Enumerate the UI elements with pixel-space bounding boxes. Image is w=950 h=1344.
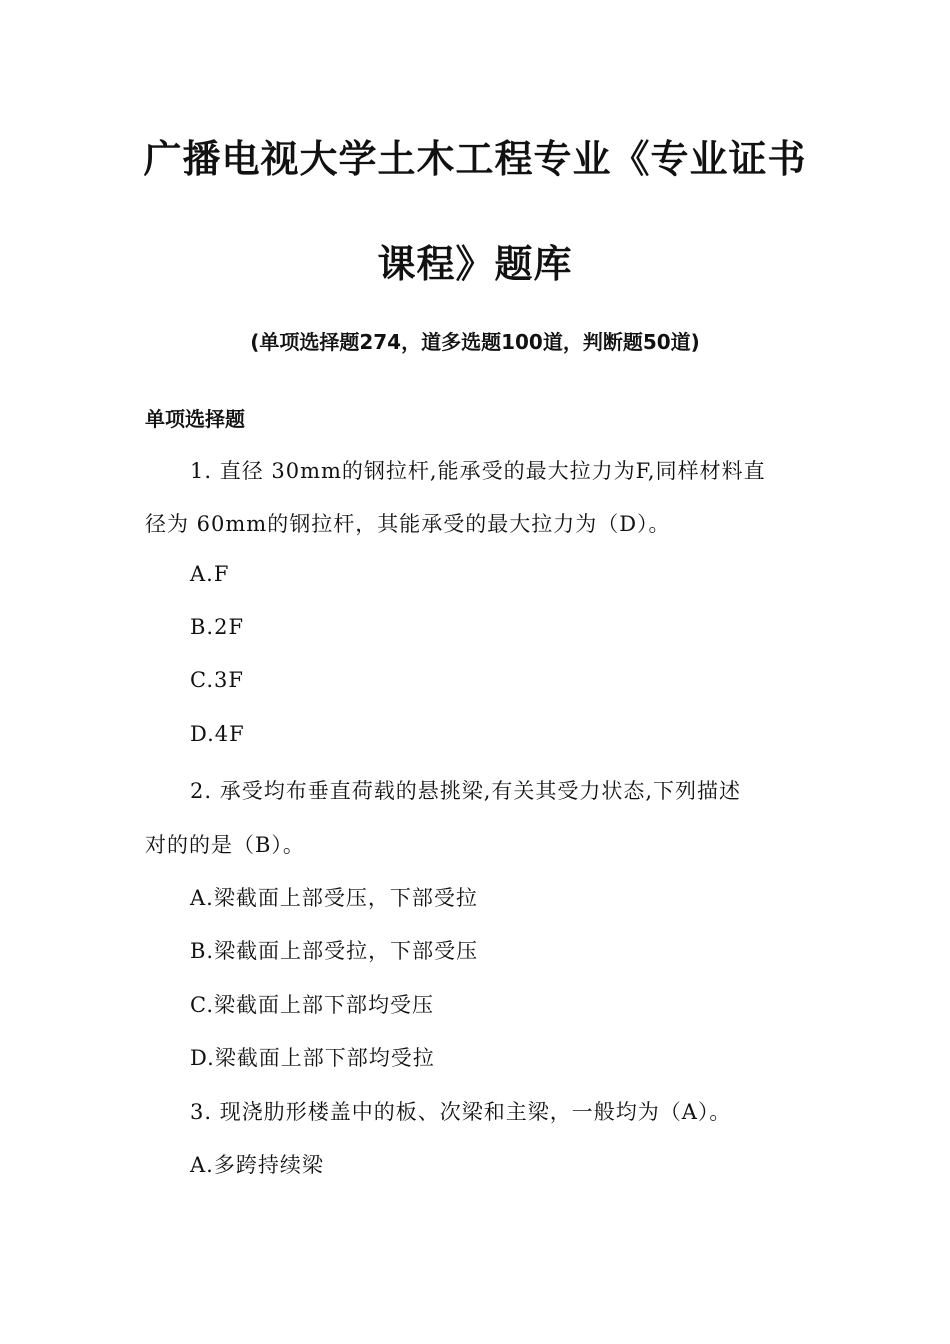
question-2-option-b: B.梁截面上部受拉，下部受压 xyxy=(190,939,479,963)
question-2-option-d: D.梁截面上部下部均受拉 xyxy=(190,1046,435,1070)
document-title-line-2: 课程》题库 xyxy=(377,242,573,286)
question-2-line-1: 2. 承受均布垂直荷载的悬挑梁,有关其受力状态,下列描述 xyxy=(190,779,742,803)
question-1-option-c: C.3F xyxy=(190,668,244,692)
question-2-line-2: 对的的是（B）。 xyxy=(145,833,305,857)
question-1-option-d: D.4F xyxy=(190,722,245,746)
document-title-line-1: 广播电视大学土木工程专业《专业证书 xyxy=(143,137,807,181)
question-3-line-1: 3. 现浇肋形楼盖中的板、次梁和主梁，一般均为（A）。 xyxy=(190,1100,732,1124)
question-2-option-a: A.梁截面上部受压，下部受拉 xyxy=(190,886,478,910)
document-subtitle: (单项选择题274，道多选题100道，判断题50道) xyxy=(250,330,700,354)
question-1-option-a: A.F xyxy=(190,562,230,586)
section-heading: 单项选择题 xyxy=(145,407,245,431)
question-2-option-c: C.梁截面上部下部均受压 xyxy=(190,993,434,1017)
question-1-line-1: 1. 直径 30mm的钢拉杆,能承受的最大拉力为F,同样材料直 xyxy=(190,459,766,483)
question-1-line-2: 径为 60mm的钢拉杆，其能承受的最大拉力为（D）。 xyxy=(145,512,671,536)
question-1-option-b: B.2F xyxy=(190,615,245,639)
question-3-option-a: A.多跨持续梁 xyxy=(190,1153,324,1177)
